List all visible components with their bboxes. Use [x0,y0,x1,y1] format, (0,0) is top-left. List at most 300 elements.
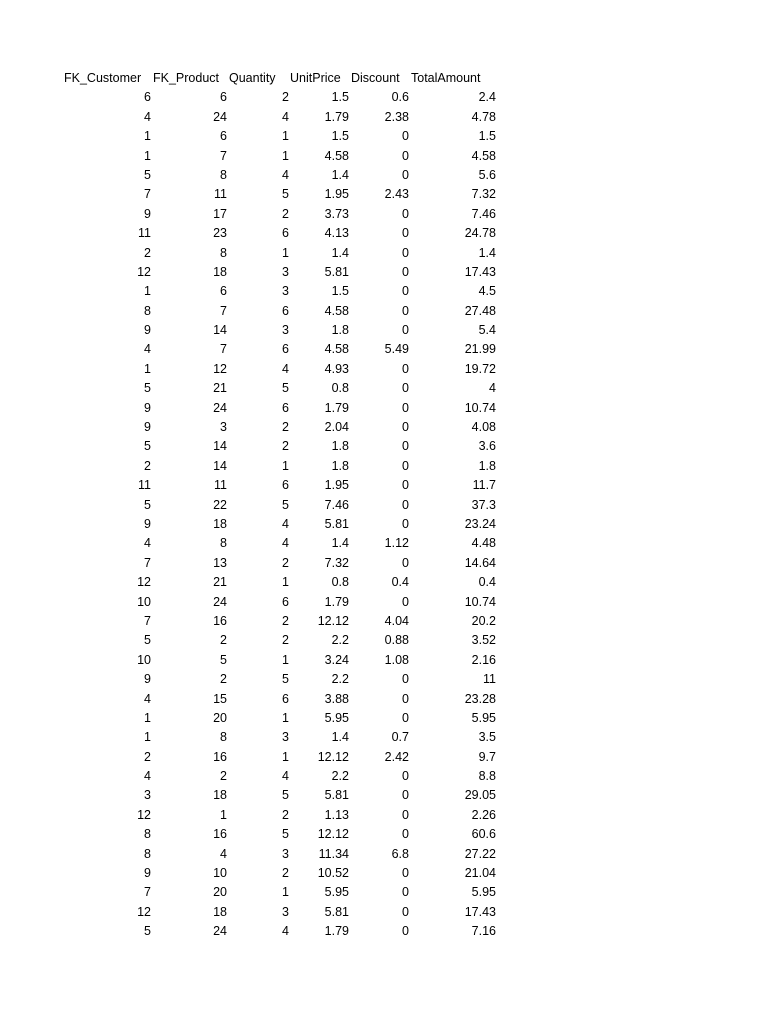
fk-product-cell: 7 [220,148,227,163]
quantity-cell: 1 [282,245,289,260]
fk-product-cell: 21 [213,381,227,396]
unitprice-cell: 1.79 [324,109,349,124]
quantity-cell: 6 [282,342,289,357]
unitprice-cell: 3.24 [324,652,349,667]
table-row [0,399,768,418]
discount-cell: 0 [402,439,409,454]
discount-cell: 0 [402,807,409,822]
discount-cell: 0 [402,497,409,512]
totalamount-cell: 2.4 [478,90,496,105]
totalamount-cell: 21.04 [464,866,496,881]
unitprice-cell: 3.88 [324,691,349,706]
table-row [0,321,768,340]
fk-customer-cell: 5 [144,924,151,939]
table-row [0,263,768,282]
fk-customer-cell: 9 [144,206,151,221]
fk-customer-cell: 9 [144,516,151,531]
fk-customer-cell: 9 [144,323,151,338]
quantity-cell: 1 [282,458,289,473]
table-row [0,476,768,495]
table-row [0,786,768,805]
totalamount-cell: 2.26 [471,807,496,822]
table-row [0,457,768,476]
totalamount-cell: 4.5 [478,284,496,299]
fk-product-cell: 4 [220,846,227,861]
fk-customer-cell: 12 [137,807,151,822]
table-row [0,709,768,728]
discount-cell: 0 [402,129,409,144]
fk-customer-cell: 10 [137,594,151,609]
unitprice-cell: 1.8 [331,323,349,338]
discount-cell: 0 [402,885,409,900]
discount-cell: 0 [402,478,409,493]
discount-cell: 0 [402,206,409,221]
fk-product-cell: 16 [213,613,227,628]
discount-cell: 5.49 [384,342,409,357]
fk-product-cell: 16 [213,749,227,764]
quantity-cell: 5 [282,497,289,512]
fk-customer-cell: 8 [144,846,151,861]
column-header-fk-customer: FK_Customer [64,71,142,85]
table-row [0,593,768,612]
table-row [0,88,768,107]
fk-product-cell: 18 [213,264,227,279]
fk-customer-cell: 4 [144,342,151,357]
totalamount-cell: 1.4 [478,245,496,260]
fk-customer-cell: 4 [144,109,151,124]
discount-cell: 0 [402,516,409,531]
fk-customer-cell: 11 [138,226,151,241]
discount-cell: 0.4 [391,575,409,590]
quantity-cell: 1 [282,129,289,144]
table-row [0,205,768,224]
quantity-cell: 5 [282,788,289,803]
fk-product-cell: 22 [213,497,227,512]
fk-product-cell: 18 [213,788,227,803]
totalamount-cell: 4.48 [471,536,496,551]
table-row [0,166,768,185]
table-row [0,302,768,321]
totalamount-cell: 3.6 [478,439,496,454]
fk-customer-cell: 2 [144,245,151,260]
column-header-discount: Discount [351,71,400,85]
fk-product-cell: 6 [220,129,227,144]
quantity-cell: 1 [282,575,289,590]
discount-cell: 0 [402,769,409,784]
totalamount-cell: 60.6 [471,827,496,842]
fk-product-cell: 8 [220,245,227,260]
unitprice-cell: 1.8 [331,439,349,454]
fk-product-cell: 2 [220,633,227,648]
totalamount-cell: 17.43 [464,264,496,279]
unitprice-cell: 11.34 [318,846,349,861]
fk-product-cell: 14 [213,458,227,473]
totalamount-cell: 21.99 [464,342,496,357]
fk-product-cell: 1 [220,807,227,822]
totalamount-cell: 11.7 [472,478,496,493]
fk-customer-cell: 9 [144,400,151,415]
unitprice-cell: 1.95 [324,478,349,493]
table-row [0,534,768,553]
table-row [0,690,768,709]
fk-customer-cell: 5 [144,497,151,512]
fk-product-cell: 11 [214,478,227,493]
fk-product-cell: 8 [220,730,227,745]
table-row [0,147,768,166]
quantity-cell: 2 [282,90,289,105]
fk-product-cell: 17 [213,206,227,221]
totalamount-cell: 9.7 [478,749,496,764]
discount-cell: 0 [402,381,409,396]
fk-product-cell: 18 [213,904,227,919]
totalamount-cell: 4 [489,381,496,396]
quantity-cell: 1 [282,885,289,900]
totalamount-cell: 10.74 [464,594,496,609]
table-row [0,612,768,631]
discount-cell: 0 [402,264,409,279]
quantity-cell: 3 [282,846,289,861]
table-row [0,224,768,243]
fk-product-cell: 3 [220,420,227,435]
unitprice-cell: 4.58 [324,342,349,357]
table-row [0,340,768,359]
quantity-cell: 4 [282,361,289,376]
quantity-cell: 6 [282,226,289,241]
column-header-fk-product: FK_Product [153,71,220,85]
fk-product-cell: 8 [220,167,227,182]
unitprice-cell: 0.8 [331,575,349,590]
totalamount-cell: 1.8 [478,458,496,473]
table-row [0,515,768,534]
table-row [0,825,768,844]
fk-customer-cell: 12 [137,904,151,919]
unitprice-cell: 1.79 [324,594,349,609]
totalamount-cell: 4.78 [471,109,496,124]
table-row [0,127,768,146]
totalamount-cell: 7.16 [471,924,496,939]
fk-product-cell: 13 [213,555,227,570]
fk-product-cell: 8 [220,536,227,551]
unitprice-cell: 4.93 [324,361,349,376]
fk-product-cell: 24 [213,594,227,609]
discount-cell: 0 [402,167,409,182]
table-row [0,554,768,573]
discount-cell: 0.7 [391,730,409,745]
fk-customer-cell: 12 [137,575,151,590]
unitprice-cell: 2.2 [331,672,349,687]
unitprice-cell: 1.4 [331,536,349,551]
quantity-cell: 4 [282,536,289,551]
table-row [0,883,768,902]
quantity-cell: 2 [282,555,289,570]
discount-cell: 0 [402,788,409,803]
fk-product-cell: 7 [220,303,227,318]
discount-cell: 0 [402,400,409,415]
discount-cell: 0 [402,323,409,338]
unitprice-cell: 7.32 [324,555,349,570]
fk-customer-cell: 4 [144,769,151,784]
quantity-cell: 2 [282,807,289,822]
quantity-cell: 5 [282,827,289,842]
quantity-cell: 6 [282,303,289,318]
totalamount-cell: 23.24 [464,516,496,531]
table-row [0,748,768,767]
totalamount-cell: 23.28 [464,691,496,706]
totalamount-cell: 27.22 [464,846,496,861]
quantity-cell: 1 [282,148,289,163]
discount-cell: 0 [402,594,409,609]
unitprice-cell: 5.81 [324,264,349,279]
discount-cell: 1.12 [384,536,409,551]
quantity-cell: 1 [282,710,289,725]
unitprice-cell: 5.81 [324,904,349,919]
quantity-cell: 5 [282,187,289,202]
fk-product-cell: 11 [214,187,227,202]
discount-cell: 0 [402,827,409,842]
fk-customer-cell: 11 [138,478,151,493]
discount-cell: 0 [402,672,409,687]
unitprice-cell: 5.95 [324,710,349,725]
table-row [0,437,768,456]
column-header-totalamount: TotalAmount [411,71,481,85]
fk-customer-cell: 8 [144,303,151,318]
fk-customer-cell: 10 [137,652,151,667]
fk-customer-cell: 1 [144,129,151,144]
totalamount-cell: 17.43 [464,904,496,919]
totalamount-cell: 20.2 [471,613,496,628]
discount-cell: 6.8 [391,846,409,861]
fk-customer-cell: 1 [144,710,151,725]
quantity-cell: 2 [282,206,289,221]
column-header-quantity: Quantity [229,71,276,85]
fk-customer-cell: 3 [144,788,151,803]
totalamount-cell: 19.72 [464,361,496,376]
fk-customer-cell: 12 [137,264,151,279]
fk-customer-cell: 2 [144,458,151,473]
fk-product-cell: 15 [213,691,227,706]
table-row [0,631,768,650]
quantity-cell: 6 [282,594,289,609]
fk-product-cell: 5 [220,652,227,667]
table-body [0,88,768,941]
quantity-cell: 2 [282,420,289,435]
discount-cell: 0 [402,303,409,318]
discount-cell: 0.6 [391,90,409,105]
discount-cell: 1.08 [384,652,409,667]
fk-customer-cell: 5 [144,633,151,648]
fk-product-cell: 2 [220,672,227,687]
fk-product-cell: 24 [213,400,227,415]
discount-cell: 0 [402,866,409,881]
unitprice-cell: 1.8 [331,458,349,473]
quantity-cell: 3 [282,730,289,745]
unitprice-cell: 1.4 [331,167,349,182]
discount-cell: 0 [402,710,409,725]
fk-product-cell: 12 [213,361,227,376]
totalamount-cell: 7.46 [471,206,496,221]
quantity-cell: 2 [282,613,289,628]
fk-customer-cell: 9 [144,866,151,881]
totalamount-cell: 10.74 [464,400,496,415]
unitprice-cell: 1.13 [324,807,349,822]
fk-product-cell: 16 [213,827,227,842]
discount-cell: 0 [402,458,409,473]
fk-customer-cell: 1 [144,284,151,299]
totalamount-cell: 4.08 [471,420,496,435]
totalamount-cell: 7.32 [471,187,496,202]
table-row [0,360,768,379]
table-row [0,244,768,263]
discount-cell: 2.42 [384,749,409,764]
fk-product-cell: 21 [213,575,227,590]
unitprice-cell: 1.79 [324,924,349,939]
table-row [0,864,768,883]
unitprice-cell: 10.52 [317,866,349,881]
fk-product-cell: 14 [213,439,227,454]
unitprice-cell: 2.2 [331,633,349,648]
unitprice-cell: 4.58 [324,148,349,163]
table-row [0,573,768,592]
fk-customer-cell: 9 [144,420,151,435]
fk-product-cell: 6 [220,90,227,105]
unitprice-cell: 4.13 [324,226,349,241]
unitprice-cell: 1.5 [331,129,349,144]
header-row [0,69,768,88]
table-row [0,845,768,864]
quantity-cell: 4 [282,167,289,182]
quantity-cell: 3 [282,284,289,299]
fk-product-cell: 20 [213,710,227,725]
data-table [0,69,768,942]
unitprice-cell: 1.95 [324,187,349,202]
fk-product-cell: 23 [213,226,227,241]
table-row [0,651,768,670]
fk-product-cell: 6 [220,284,227,299]
quantity-cell: 3 [282,264,289,279]
discount-cell: 2.38 [384,109,409,124]
fk-product-cell: 7 [220,342,227,357]
fk-customer-cell: 7 [144,885,151,900]
unitprice-cell: 12.12 [317,827,349,842]
discount-cell: 0.88 [384,633,409,648]
fk-customer-cell: 6 [144,90,151,105]
totalamount-cell: 37.3 [471,497,496,512]
quantity-cell: 3 [282,904,289,919]
fk-product-cell: 24 [213,924,227,939]
totalamount-cell: 3.52 [471,633,496,648]
quantity-cell: 5 [282,381,289,396]
quantity-cell: 2 [282,866,289,881]
fk-customer-cell: 9 [144,672,151,687]
unitprice-cell: 1.5 [331,90,349,105]
quantity-cell: 4 [282,516,289,531]
discount-cell: 0 [402,555,409,570]
unitprice-cell: 5.81 [324,516,349,531]
table-row [0,108,768,127]
discount-cell: 0 [402,691,409,706]
fk-customer-cell: 4 [144,691,151,706]
table-row [0,767,768,786]
quantity-cell: 6 [282,400,289,415]
fk-customer-cell: 7 [144,555,151,570]
fk-customer-cell: 7 [144,187,151,202]
table-row [0,728,768,747]
unitprice-cell: 2.04 [324,420,349,435]
quantity-cell: 2 [282,439,289,454]
unitprice-cell: 3.73 [324,206,349,221]
unitprice-cell: 4.58 [324,303,349,318]
discount-cell: 0 [402,148,409,163]
table-row [0,418,768,437]
fk-customer-cell: 1 [144,361,151,376]
table-row [0,806,768,825]
discount-cell: 0 [402,226,409,241]
totalamount-cell: 3.5 [478,730,496,745]
unitprice-cell: 12.12 [317,613,349,628]
unitprice-cell: 1.5 [331,284,349,299]
totalamount-cell: 2.16 [471,652,496,667]
discount-cell: 0 [402,284,409,299]
quantity-cell: 3 [282,323,289,338]
fk-customer-cell: 1 [144,730,151,745]
totalamount-cell: 0.4 [478,575,496,590]
unitprice-cell: 5.95 [324,885,349,900]
table-row [0,379,768,398]
totalamount-cell: 11 [483,672,496,687]
totalamount-cell: 5.6 [478,167,496,182]
fk-customer-cell: 5 [144,439,151,454]
discount-cell: 0 [402,420,409,435]
fk-customer-cell: 2 [144,749,151,764]
table-row [0,282,768,301]
quantity-cell: 1 [282,749,289,764]
fk-customer-cell: 1 [144,148,151,163]
unitprice-cell: 0.8 [331,381,349,396]
totalamount-cell: 5.95 [471,710,496,725]
unitprice-cell: 2.2 [331,769,349,784]
fk-product-cell: 20 [213,885,227,900]
quantity-cell: 4 [282,769,289,784]
quantity-cell: 2 [282,633,289,648]
quantity-cell: 6 [282,691,289,706]
table-row [0,496,768,515]
fk-customer-cell: 7 [144,613,151,628]
table-row [0,185,768,204]
fk-customer-cell: 4 [144,536,151,551]
quantity-cell: 4 [282,924,289,939]
fk-product-cell: 14 [213,323,227,338]
totalamount-cell: 4.58 [471,148,496,163]
discount-cell: 0 [402,245,409,260]
table-row [0,670,768,689]
fk-product-cell: 2 [220,769,227,784]
table-row [0,922,768,941]
fk-product-cell: 18 [213,516,227,531]
quantity-cell: 4 [282,109,289,124]
discount-cell: 4.04 [384,613,409,628]
unitprice-cell: 1.4 [331,730,349,745]
totalamount-cell: 1.5 [478,129,496,144]
totalamount-cell: 5.95 [471,885,496,900]
totalamount-cell: 8.8 [478,769,496,784]
totalamount-cell: 5.4 [478,323,496,338]
totalamount-cell: 27.48 [464,303,496,318]
unitprice-cell: 1.4 [331,245,349,260]
unitprice-cell: 1.79 [324,400,349,415]
quantity-cell: 5 [282,672,289,687]
discount-cell: 0 [402,904,409,919]
fk-customer-cell: 5 [144,381,151,396]
